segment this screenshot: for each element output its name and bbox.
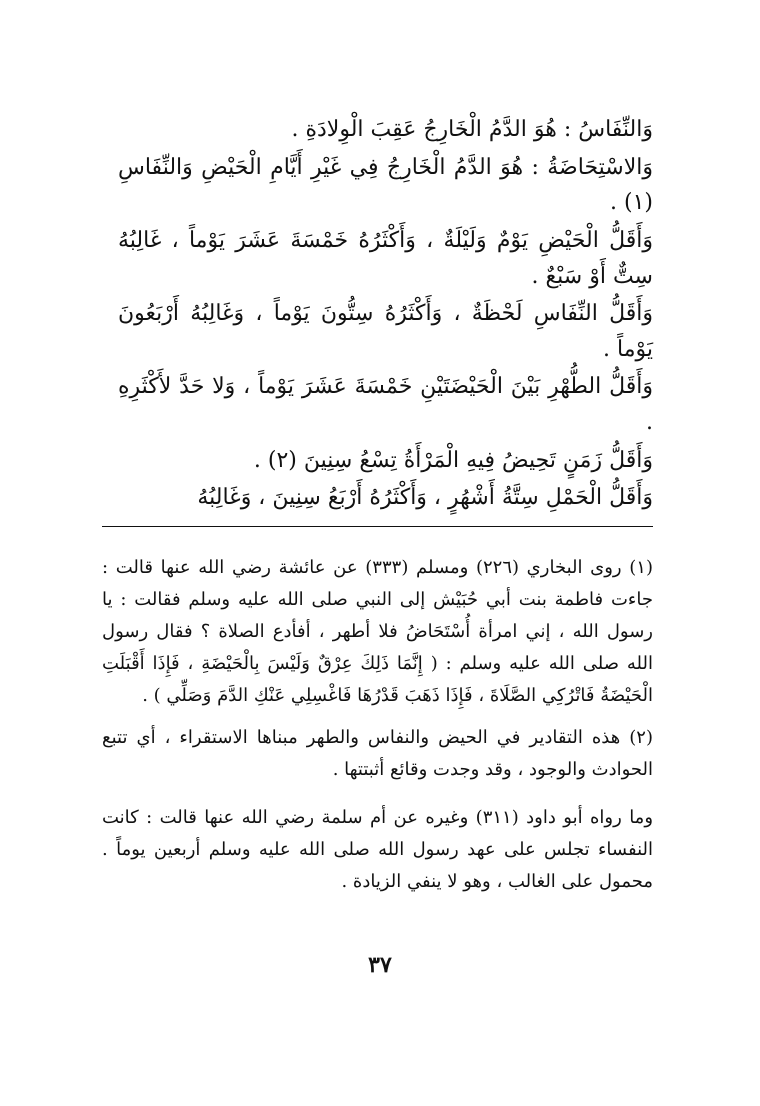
footnotes <box>102 552 653 898</box>
main-text <box>118 112 653 518</box>
paragraph-menstruation-age: وَأَقَلُّ زَمَنٍ تَحِيضُ فِيهِ الْمَرْأَةُ تِسْعُ سِنِينَ (٢) . <box>253 447 653 473</box>
paragraph-hayd-duration: وَأَقَلُّ الْحَيْضِ يَوْمٌ وَلَيْلَةٌ ، وَأَكْثَرُهُ خَمْسَةَ عَشَرَ يَوْماً ، غَالِبُهُ سِتٌّ أَوْ سَبْعٌ . <box>118 227 653 289</box>
footnote-2-continued: وما رواه أبو داود (٣١١) وغيره عن أم سلمة رضي الله عنها قالت : كانت النفساء تجلس على عهد رسول الله صلى الله عليه وسلم أربعين يوماً . محمول على الغالب ، وهو لا ينفي الزيادة . <box>102 807 654 893</box>
paragraph-pregnancy-duration: وَأَقَلُّ الْحَمْلِ سِتَّةُ أَشْهُرٍ ، وَأَكْثَرُهُ أَرْبَعُ سِنِينَ ، وَغَالِبُهُ <box>197 485 653 511</box>
page-number: ٣٧ <box>368 952 392 978</box>
paragraph-istihada: وَالاسْتِحَاضَةُ : هُوَ الدَّمُ الْخَارِجُ فِي غَيْرِ أَيَّامِ الْحَيْضِ وَالنِّفَاسِ (١) . <box>118 154 653 216</box>
paragraph-nifas-duration: وَأَقَلُّ النِّفَاسِ لَحْظَةٌ ، وَأَكْثَرُهُ سِتُّونَ يَوْماً ، وَغَالِبُهُ أَرْبَعُونَ يَوْماً . <box>118 301 653 362</box>
paragraph-tuhr-duration: وَأَقَلُّ الطُّهْرِ بَيْنَ الْحَيْضَتَيْنِ خَمْسَةَ عَشَرَ يَوْماً ، وَلا حَدَّ لأَكْثَرِهِ . <box>118 374 653 435</box>
footnote-2: (٢) هذه التقادير في الحيض والنفاس والطهر مبناها الاستقراء ، أي تتبع الحوادث والوجود ، وقد وجدت وقائع أثبتتها . <box>102 727 653 781</box>
paragraph-nifas: وَالنِّفَاسُ : هُوَ الدَّمُ الْخَارِجُ عَقِبَ الْوِلادَةِ . <box>291 117 653 142</box>
footnote-divider <box>102 526 653 527</box>
footnote-1: (١) روى البخاري (٢٢٦) ومسلم (٣٣٣) عن عائشة رضي الله عنها قالت : جاءت فاطمة بنت أبي حُبَيْش إلى النبي صلى الله عليه وسلم فقالت : يا رسول الله ، إني امرأة أُسْتَحَاضُ فلا أطهر ، أفأدع الصلاة ؟ فقال رسول الله صلى الله عليه وسلم : ( إِنَّمَا ذَلِكَ عِرْقٌ وَلَيْسَ بِالْحَيْضَةِ ، فَإِذَا أَقْبَلَتِ الْحَيْضَةُ فَاتْرُكِي الصَّلَاةَ ، فَإِذَا ذَهَبَ قَدْرُهَا فَاغْسِلِي عَنْكِ الدَّمَ وَصَلِّي ) . <box>102 557 653 707</box>
